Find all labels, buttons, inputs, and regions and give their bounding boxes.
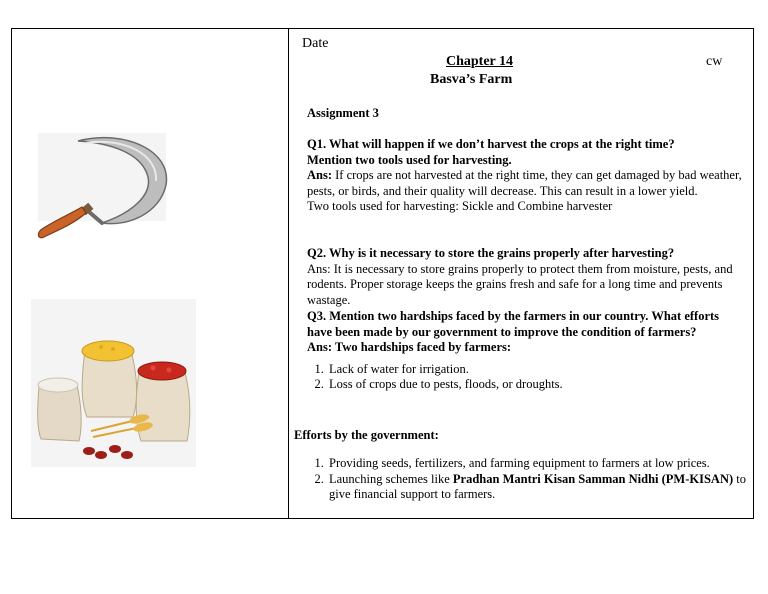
q1-block [307,137,747,215]
q3-ans-heading: Ans: Two hardships faced by farmers: [307,340,512,354]
q1-question-cont: Mention two tools used for harvesting. [307,152,512,167]
list-item [327,472,747,503]
effort2-scheme: Pradhan Mantri Kisan Samman Nidhi (PM-KISAN) [452,471,734,486]
sickle-icon [30,133,180,245]
chapter-title: Chapter 14 [446,54,514,69]
list-item: 1. Providing seeds, fertilizers, and farming equipment to farmers at low prices. [327,456,747,472]
effort2-suffix: to give financial support to farmers. [329,471,747,501]
date-label: Date [302,36,329,51]
efforts-block [307,456,747,503]
q3-question: Q3. Mention two hardships faced by the farmers in our country. What efforts have been made by our government to improve the condition of farmers? [307,309,720,339]
assignment-heading: Assignment 3 [307,106,379,120]
illustration-column [12,29,288,518]
efforts-heading: Efforts by the government: [294,428,439,442]
list-item: 2. Loss of crops due to pests, floods, or droughts. [327,377,747,393]
q1-question: Q1. What will happen if we don’t harvest the crops at the right time? [307,137,675,151]
q1-answer-text: If crops are not harvested at the right time, they can get damaged by bad weather, pests, or birds, and their quality will decrease. This can result in a lower yield. [307,168,742,198]
cw-label: cw [706,54,723,69]
q2-block [307,246,747,308]
q1-ans-label: Ans: [307,168,333,182]
q1-tools: Two tools used for harvesting: Sickle and Combine harvester [307,199,613,213]
q2-question: Q2. Why is it necessary to store the grains properly after harvesting? [307,246,675,260]
worksheet-content [289,29,753,518]
q2-answer: Ans: It is necessary to store grains properly to protect them from moisture, pests, and rodents. Proper storage keeps the grains fresh and safe for a long time and prevents wastage. [307,261,733,307]
q1-answer [307,168,747,199]
efforts-list [307,456,747,503]
hardships-list [307,362,747,393]
effort2-prefix: Launching schemes like [329,471,453,486]
grain-sacks-icon [31,299,196,467]
list-item: 1. Lack of water for irrigation. [327,362,747,378]
page-subtitle: Basva’s Farm [430,72,513,87]
q3-block [307,309,747,393]
